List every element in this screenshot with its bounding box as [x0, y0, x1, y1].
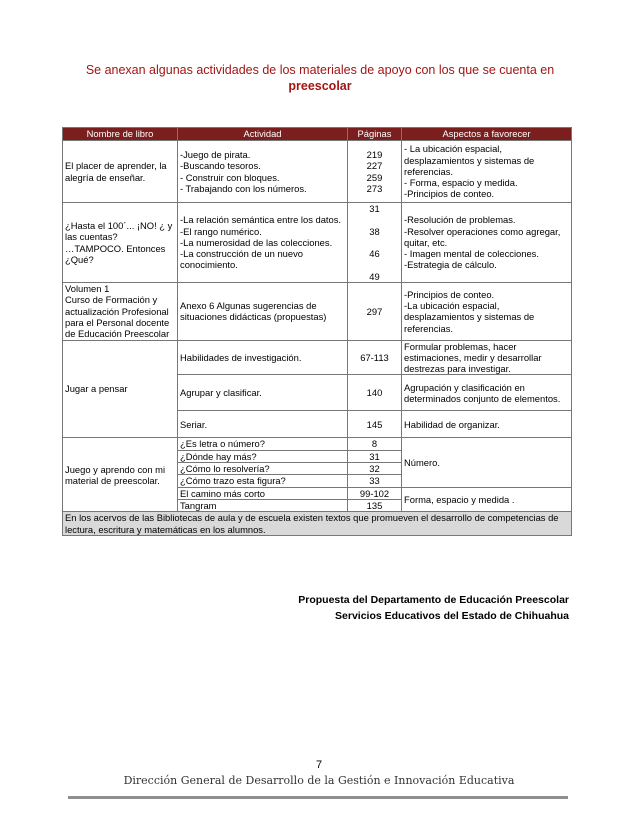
book-cell: El placer de aprender, la alegría de enseñar.: [63, 141, 178, 203]
header-pages: Páginas: [348, 128, 402, 141]
activity-cell: Seriar.: [178, 411, 348, 438]
pages-cell: 140: [348, 375, 402, 411]
table-row: [63, 141, 572, 203]
aspects-cell: Formular problemas, hacer estimaciones, medir y desarrollar destrezas para investigar.: [402, 340, 572, 375]
page-heading: [60, 62, 580, 94]
pages-cell: 33: [348, 475, 402, 487]
aspects-cell: - La ubicación espacial, desplazamientos y sistemas de referencias. - Forma, espacio y medida. -Principios de conteo.: [402, 141, 572, 203]
pages-cell: 31 38 46 49: [348, 203, 402, 283]
table-row: [63, 340, 572, 375]
header-aspects: Aspectos a favorecer: [402, 128, 572, 141]
activity-cell: Habilidades de investigación.: [178, 340, 348, 375]
header-book: Nombre de libro: [63, 128, 178, 141]
signature-block: [298, 592, 569, 624]
activity-cell: El camino más corto: [178, 487, 348, 499]
pages-cell: 99-102: [348, 487, 402, 499]
footer-divider: [68, 796, 568, 799]
pages-cell: 67-113: [348, 340, 402, 375]
book-cell: Jugar a pensar: [63, 340, 178, 438]
activity-cell: Agrupar y clasificar.: [178, 375, 348, 411]
table-note: En los acervos de las Bibliotecas de aula y de escuela existen textos que promueven el desarrollo de competencias de lectura, escritura y matemáticas en los alumnos.: [63, 512, 572, 536]
activity-cell: ¿Cómo lo resolvería?: [178, 463, 348, 475]
table-header-row: [63, 128, 572, 141]
pages-cell: 219 227 259 273: [348, 141, 402, 203]
activity-cell: ¿Cómo trazo esta figura?: [178, 475, 348, 487]
pages-cell: 145: [348, 411, 402, 438]
pages-cell: 297: [348, 283, 402, 340]
aspects-cell: -Resolución de problemas. -Resolver operaciones como agregar, quitar, etc. - Imagen mental de colecciones. -Estrategia de cálculo.: [402, 203, 572, 283]
aspects-cell: Número.: [402, 438, 572, 487]
pages-cell: 31: [348, 450, 402, 462]
pages-cell: 8: [348, 438, 402, 450]
pages-cell: 135: [348, 499, 402, 511]
aspects-cell: Agrupación y clasificación en determinados conjunto de elementos.: [402, 375, 572, 411]
heading-line-2: preescolar: [288, 79, 352, 93]
table-row: [63, 283, 572, 340]
activity-cell: ¿Es letra o número?: [178, 438, 348, 450]
materials-table: [62, 127, 572, 536]
aspects-cell: Habilidad de organizar.: [402, 411, 572, 438]
book-cell: Juego y aprendo con mi material de preescolar.: [63, 438, 178, 512]
heading-line-1: Se anexan algunas actividades de los materiales de apoyo con los que se cuenta en: [85, 63, 555, 77]
book-cell: ¿Hasta el 100´... ¡NO! ¿ y las cuentas? …TAMPOCO. Entonces ¿Qué?: [63, 203, 178, 283]
activity-cell: -Juego de pirata. -Buscando tesoros. - Construir con bloques. - Trabajando con los números.: [178, 141, 348, 203]
table-row: [63, 438, 572, 450]
aspects-cell: Forma, espacio y medida .: [402, 487, 572, 512]
pages-cell: 32: [348, 463, 402, 475]
page-footer: Dirección General de Desarrollo de la Gestión e Innovación Educativa: [123, 774, 515, 787]
signature-line-2: Servicios Educativos del Estado de Chihuahua: [335, 610, 569, 622]
activity-cell: ¿Dónde hay más?: [178, 450, 348, 462]
activity-cell: -La relación semántica entre los datos. -El rango numérico. -La numerosidad de las colecciones. -La construcción de un nuevo conocimiento.: [178, 203, 348, 283]
header-activity: Actividad: [178, 128, 348, 141]
table-row: [63, 203, 572, 283]
table-note-row: [63, 512, 572, 536]
activity-cell: Anexo 6 Algunas sugerencias de situaciones didácticas (propuestas): [178, 283, 348, 340]
book-cell: Volumen 1 Curso de Formación y actualización Profesional para el Personal docente de Educación Preescolar: [63, 283, 178, 340]
activity-cell: Tangram: [178, 499, 348, 511]
signature-line-1: Propuesta del Departamento de Educación Preescolar: [298, 594, 569, 606]
aspects-cell: -Principios de conteo. -La ubicación espacial, desplazamientos y sistemas de referencias.: [402, 283, 572, 340]
page-number: 7: [315, 759, 323, 771]
